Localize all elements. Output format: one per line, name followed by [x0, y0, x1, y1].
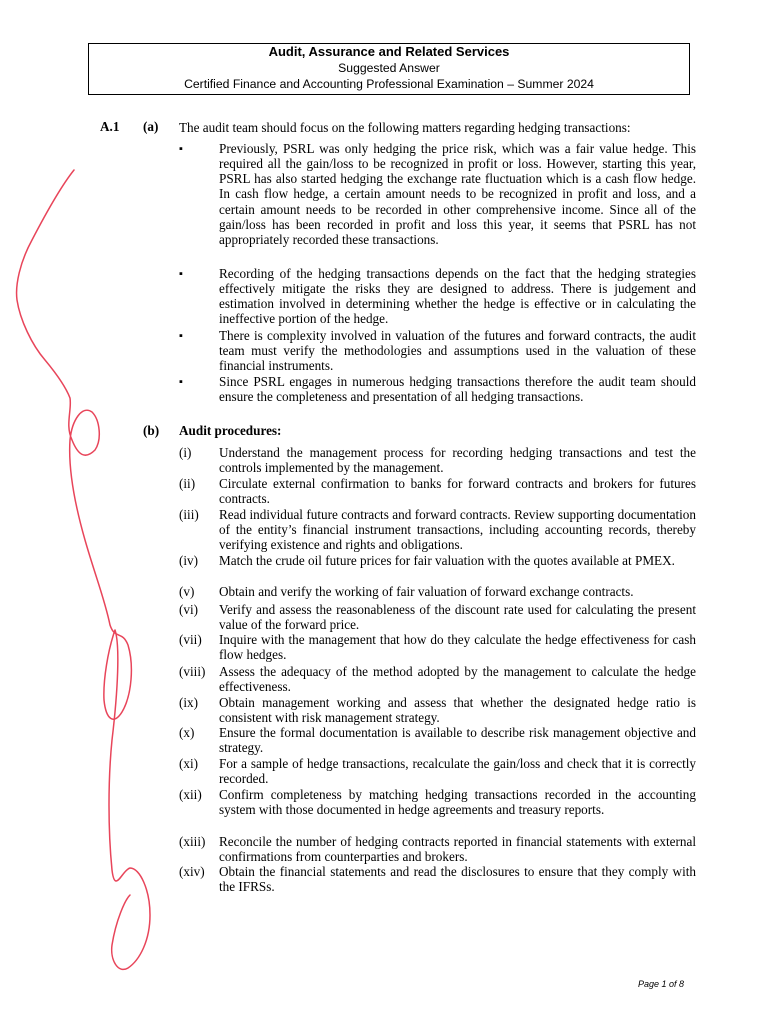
bullet-text: There is complexity involved in valuation of the futures and forward contracts, the audit team must verify the methodologies and assumptions used in the valuation of these financial instruments.	[219, 328, 696, 374]
procedure-text: Assess the adequacy of the method adopted by the management to calculate the hedge effectiveness.	[219, 664, 696, 695]
procedure-text: Match the crude oil future prices for fair valuation with the quotes available at PMEX.	[219, 553, 675, 568]
procedure-text: Inquire with the management that how do they calculate the hedge effectiveness for cash flow hedges.	[219, 632, 696, 663]
part-b-label: (b)	[143, 423, 160, 438]
item-number: (iii)	[179, 507, 199, 522]
part-a-intro: The audit team should focus on the following matters regarding hedging transactions:	[179, 120, 631, 135]
procedure-text: Obtain and verify the working of fair valuation of forward exchange contracts.	[219, 584, 634, 599]
paper-title: Audit, Assurance and Related Services	[268, 44, 510, 59]
bullet-icon: ▪	[179, 376, 183, 388]
procedure-text: Obtain management working and assess that whether the designated hedge ratio is consistent with risk management strategy.	[219, 695, 696, 726]
bullet-icon: ▪	[179, 143, 183, 155]
item-number: (v)	[179, 584, 195, 599]
procedure-text: Verify and assess the reasonableness of the discount rate used for calculating the present value of the forward price.	[219, 602, 696, 633]
procedure-text: Read individual future contracts and forward contracts. Review supporting documentation of the entity’s financial instrument transactions, including accounting records, thereby verifying existence and rights and obligations.	[219, 507, 696, 553]
item-number: (vi)	[179, 602, 199, 617]
procedure-text: Understand the management process for recording hedging transactions and test the controls implemented by the management.	[219, 445, 696, 476]
bullet-text: Since PSRL engages in numerous hedging transactions therefore the audit team should ensure the completeness and presentation of all hedging transactions.	[219, 374, 696, 405]
part-b-heading: Audit procedures:	[179, 423, 282, 438]
procedure-text: Confirm completeness by matching hedging transactions recorded in the accounting system with those documented in hedge agreements and treasury reports.	[219, 787, 696, 818]
item-number: (i)	[179, 445, 192, 460]
item-number: (xiii)	[179, 834, 206, 849]
item-number: (ix)	[179, 695, 199, 710]
item-number: (xii)	[179, 787, 202, 802]
bullet-icon: ▪	[179, 330, 183, 342]
bullet-text: Previously, PSRL was only hedging the price risk, which was a fair value hedge. This required all the gain/loss to be recognized in profit or loss. However, starting this year, PSRL has also started hedging the exchange rate fluctuation which is a cash flow hedge. In cash flow hedge, a certain amount needs to be recognized in profit and loss, and a certain amount needs to be recorded in other comprehensive income. Since all of the gain/loss has been recorded in profit and loss this year, it seems that PSRL has not appropriately recorded these transactions.	[219, 141, 696, 247]
exam-name: Certified Finance and Accounting Professional Examination – Summer 2024	[184, 77, 594, 91]
question-number: A.1	[100, 119, 120, 134]
item-number: (ii)	[179, 476, 196, 491]
procedure-text: Reconcile the number of hedging contracts reported in financial statements with external confirmations from counterparties and brokers.	[219, 834, 696, 865]
procedure-text: For a sample of hedge transactions, recalculate the gain/loss and check that it is correctly recorded.	[219, 756, 696, 787]
procedure-text: Circulate external confirmation to banks for forward contracts and brokers for futures contracts.	[219, 476, 696, 507]
bullet-text: Recording of the hedging transactions depends on the fact that the hedging strategies effectively mitigate the risks they are designed to address. There is judgement and estimation involved in determining whether the hedge is effective or in calculating the ineffective portion of the hedge.	[219, 266, 696, 327]
paper-subtitle: Suggested Answer	[338, 61, 440, 75]
item-number: (xi)	[179, 756, 199, 771]
bullet-icon: ▪	[179, 268, 183, 280]
item-number: (xiv)	[179, 864, 205, 879]
item-number: (viii)	[179, 664, 206, 679]
page-number: Page 1 of 8	[638, 979, 685, 989]
item-number: (iv)	[179, 553, 199, 568]
part-a-label: (a)	[143, 119, 159, 134]
procedure-text: Ensure the formal documentation is available to describe risk management objective and strategy.	[219, 725, 696, 756]
procedure-text: Obtain the financial statements and read the disclosures to ensure that they comply with the IFRSs.	[219, 864, 696, 895]
document-header	[88, 43, 690, 95]
item-number: (vii)	[179, 632, 202, 647]
item-number: (x)	[179, 725, 195, 740]
